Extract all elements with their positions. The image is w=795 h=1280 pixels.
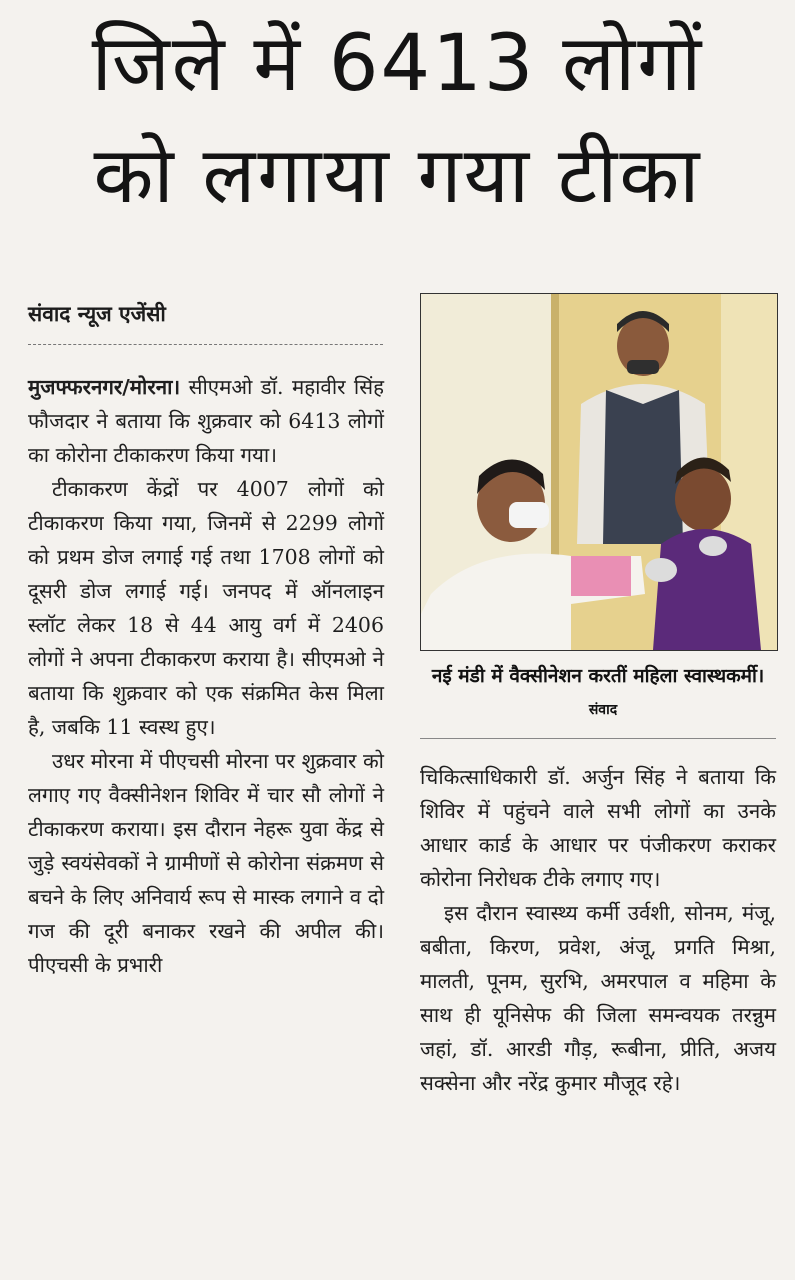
news-photo xyxy=(420,293,778,651)
headline-line-2: को लगाया गया टीका xyxy=(93,131,702,221)
byline-divider xyxy=(28,344,383,345)
byline: संवाद न्यूज एजेंसी xyxy=(28,302,166,326)
article-paragraph: उधर मोरना में पीएचसी मोरना पर शुक्रवार को लगाए गए वैक्सीनेशन शिविर में चार सौ लोगों ने टीकाकरण कराया। इस दौरान नेहरू युवा केंद्र से जुड़े स्वयंसेवकों ने ग्रामीणों से कोरोना संक्रमण से बचने के लिए अनिवार्य रूप से मास्क लगाने व दो गज की दूरी बनाकर रखने की अपील की। पीएचसी के प्रभारी xyxy=(28,749,384,977)
vaccination-photo-illustration xyxy=(421,294,777,650)
article-paragraph: इस दौरान स्वास्थ्य कर्मी उर्वशी, सोनम, मंजू, बबीता, किरण, प्रवेश, अंजू, प्रगति मिश्रा, मालती, पूनम, सुरभि, अमरपाल व महिमा के साथ ही यूनिसेफ की जिला समन्वयक तरन्नुम जहां, डॉ. आरडी गौड़, रूबीना, प्रीति, अजय सक्सेना और नरेंद्र कुमार मौजूद रहे। xyxy=(420,901,776,1095)
article-paragraph: चिकित्साधिकारी डॉ. अर्जुन सिंह ने बताया कि शिविर में पहुंचने वाले सभी लोगों का उनके आधार कार्ड के आधार पर पंजीकरण कराकर कोरोना निरोधक टीके लगाए गए। xyxy=(420,765,776,891)
caption-text: नई मंडी में वैक्सीनेशन करतीं महिला स्वास्थकर्मी। xyxy=(431,665,765,687)
article-paragraph xyxy=(28,370,384,472)
article-paragraph: टीकाकरण केंद्रों पर 4007 लोगों को टीकाकरण किया गया, जिनमें से 2299 लोगों को प्रथम डोज लगाई गई तथा 1708 लोगों को दूसरी डोज लगाई गई। जनपद में ऑनलाइन स्लॉट लेकर 18 से 44 आयु वर्ग में 2406 लोगों ने अपना टीकाकरण कराया है। सीएमओ ने बताया कि शुक्रवार को एक संक्रमित केस मिला है, जबकि 11 स्वस्थ हुए। xyxy=(28,477,384,739)
headline xyxy=(0,8,795,232)
article-column-left xyxy=(28,370,384,982)
paragraph-text: सीएमओ डॉ. महावीर सिंह फौजदार ने बताया कि शुक्रवार को 6413 लोगों का कोरोना टीकाकरण किया गया। xyxy=(28,375,384,467)
caption-divider xyxy=(420,738,776,739)
photo-caption xyxy=(420,660,776,726)
dateline: मुजफ्फरनगर/मोरना। xyxy=(28,375,181,399)
photo-credit: संवाद xyxy=(588,702,618,718)
article-column-right xyxy=(420,760,776,1100)
headline-line-1: जिले में 6413 लोगों xyxy=(91,19,704,109)
